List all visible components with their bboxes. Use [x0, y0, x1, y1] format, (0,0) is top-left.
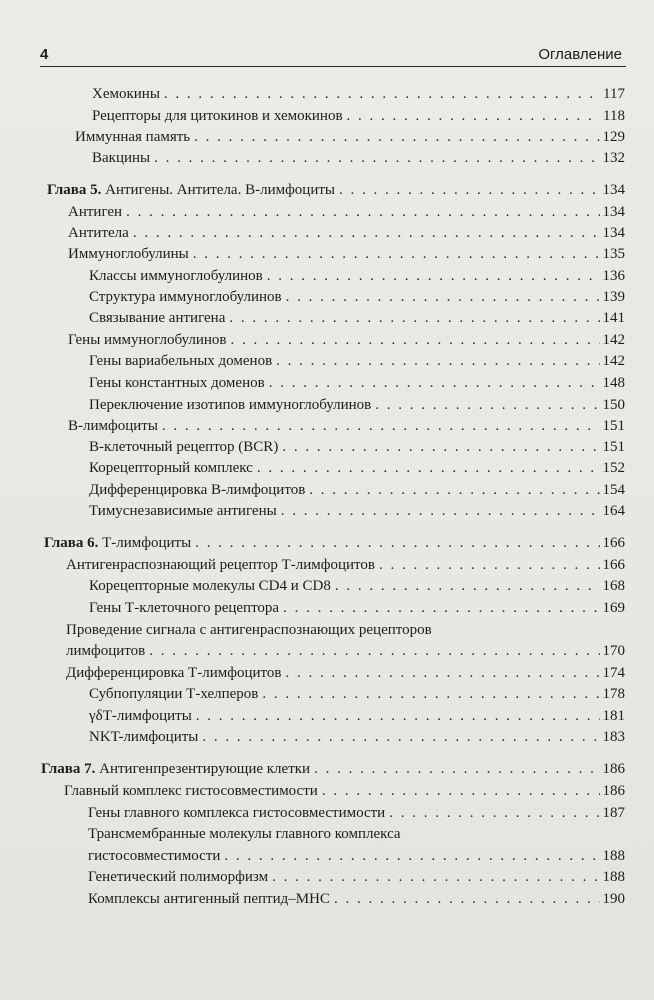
- toc-entry: B-лимфоциты . . . 151: [68, 416, 625, 436]
- toc-entry: Дифференцировка B-лимфоцитов . . . 154: [89, 480, 625, 500]
- toc-entry: Корецепторный комплекс . . . 152: [89, 458, 625, 478]
- toc-entry-line1: Трансмембранные молекулы главного комплекса: [88, 826, 401, 842]
- toc-entry: Иммуноглобулины . . . 135: [68, 244, 625, 264]
- toc-entry: Корецепторные молекулы CD4 и CD8 . . . 168: [89, 576, 625, 596]
- page-number: 4: [40, 46, 49, 63]
- toc-chapter: Глава 7. Антигенпрезентирующие клетки . . . 186: [41, 759, 625, 779]
- toc-entry: Гены константных доменов . . . 148: [89, 373, 625, 393]
- toc-entry: Связывание антигена . . . 141: [89, 308, 625, 328]
- toc-entry: Структура иммуноглобулинов . . . 139: [89, 287, 625, 307]
- toc-entry: Комплексы антигенный пептид–MHC . . . 190: [88, 889, 625, 909]
- toc-entry: Дифференцировка Т-лимфоцитов . . . 174: [66, 663, 625, 683]
- toc-entry: гистосовместимости . . . 188: [88, 846, 625, 866]
- toc-entry: Вакцины . . . 132: [92, 148, 625, 168]
- toc-chapter: Глава 6. Т-лимфоциты . . . 166: [44, 533, 625, 553]
- toc-entry-line1: Проведение сигнала с антигенраспознающих рецепторов: [66, 622, 432, 638]
- toc-entry: Переключение изотипов иммуноглобулинов . . . 150: [89, 395, 625, 415]
- toc-entry: γδТ-лимфоциты . . . 181: [89, 706, 625, 726]
- toc-entry: Субпопуляции Т-хелперов . . . 178: [89, 684, 625, 704]
- toc-entry: Классы иммуноглобулинов . . . 136: [89, 266, 625, 286]
- toc-entry: Генетический полиморфизм . . . 188: [88, 867, 625, 887]
- toc-entry: Рецепторы для цитокинов и хемокинов . . . 118: [92, 106, 625, 126]
- toc-entry: Главный комплекс гистосовместимости . . . 186: [64, 781, 625, 801]
- toc-entry: Гены Т-клеточного рецептора . . . 169: [89, 598, 625, 618]
- toc-entry: Хемокины . . . 117: [92, 84, 625, 104]
- toc-entry: лимфоцитов . . . 170: [66, 641, 625, 661]
- toc-entry: Антитела . . . 134: [68, 223, 625, 243]
- toc-entry: B-клеточный рецептор (BCR) . . . 151: [89, 437, 625, 457]
- running-title: Оглавление: [538, 46, 622, 63]
- toc-entry: Антигенраспознающий рецептор Т-лимфоцитов . . . 166: [66, 555, 625, 575]
- toc-entry: Гены иммуноглобулинов . . . 142: [68, 330, 625, 350]
- toc-entry: NKT-лимфоциты . . . 183: [89, 727, 625, 747]
- toc-entry: Антиген . . . 134: [68, 202, 625, 222]
- toc-chapter: Глава 5. Антигены. Антитела. B-лимфоциты . . . 134: [47, 180, 625, 200]
- toc-entry: Гены вариабельных доменов . . . 142: [89, 351, 625, 371]
- toc-entry: Тимуснезависимые антигены . . . 164: [89, 501, 625, 521]
- toc-entry: Гены главного комплекса гистосовместимости . . . 187: [88, 803, 625, 823]
- toc-entry: Иммунная память . . . 129: [75, 127, 625, 147]
